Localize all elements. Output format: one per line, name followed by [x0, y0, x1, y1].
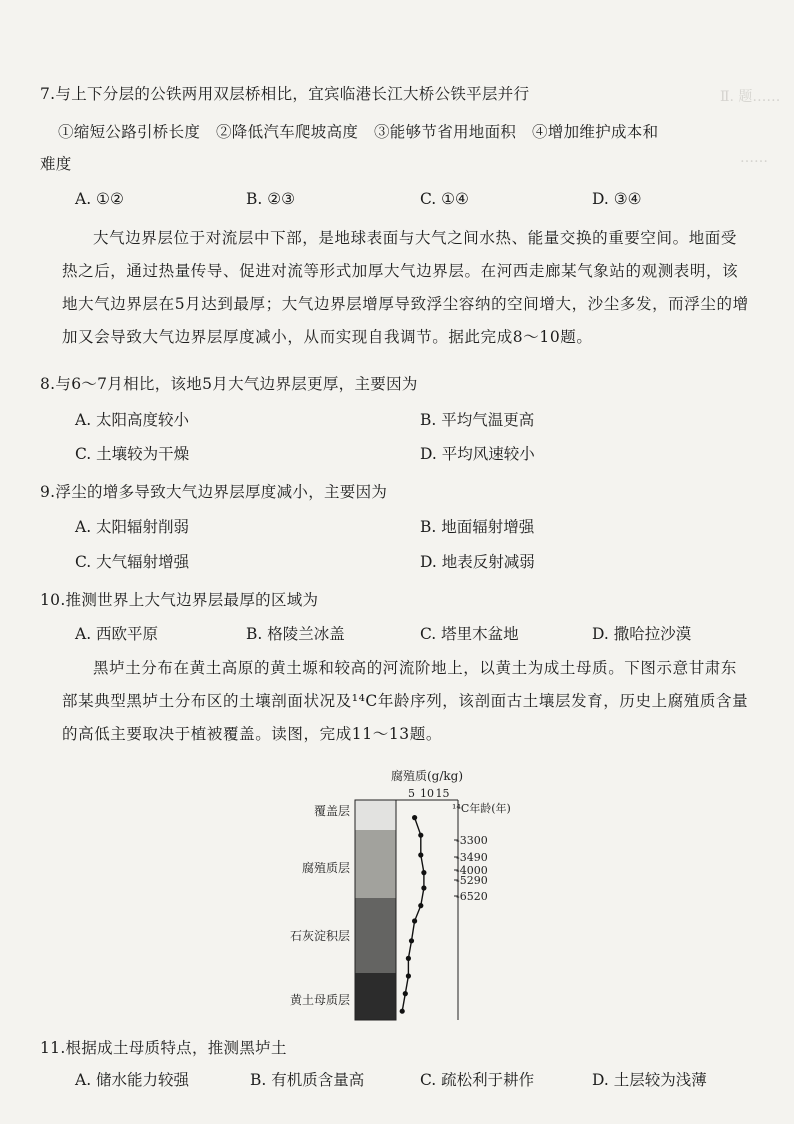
- humus-point-7: [412, 918, 417, 923]
- q9-option-b: B. 地面辐射增强: [420, 518, 535, 536]
- q10-option-d: D. 撒哈拉沙漠: [592, 625, 692, 643]
- soil-layer-1: [355, 800, 396, 830]
- q7-option-b: B. ②③: [246, 190, 296, 208]
- q7-items: ①缩短公路引桥长度 ②降低汽车爬坡高度 ③能够节省用地面积 ④增加维护成本和: [58, 123, 659, 141]
- q11-option-b: B. 有机质含量高: [250, 1071, 365, 1089]
- humus-point-5: [421, 885, 426, 890]
- passage-boundary-layer: 大气边界层位于对流层中下部，是地球表面与大气之间水热、能量交换的重要空间。地面受热之后，通过热量传导、促进对流等形式加厚大气边界层。在河西走廊某气象站的观测表明，该地大气边界层在5月达到最厚；大气边界层增厚导致浮尘容纳的空间增大，沙尘多发，而浮尘的增加又会导致大气边界层厚度减小，从而实现自我调节。据此完成8～10题。: [62, 229, 749, 346]
- q11-stem: 11.根据成土母质特点，推测黑垆土: [40, 1039, 287, 1057]
- humus-point-10: [406, 973, 411, 978]
- q7-stem: 7.与上下分层的公铁两用双层桥相比，宜宾临港长江大桥公铁平层并行: [40, 85, 530, 103]
- layer-label-3: 石灰淀积层: [289, 929, 350, 943]
- soil-layer-2: [355, 830, 396, 898]
- q8-option-a: A. 太阳高度较小: [75, 411, 190, 429]
- humus-point-8: [409, 938, 414, 943]
- humus-point-1: [412, 815, 417, 820]
- bleed-through-mark: ……: [740, 150, 768, 166]
- q7-option-c: C. ①④: [420, 190, 469, 208]
- layer-label-4: 黄土母质层: [289, 993, 350, 1007]
- passage-heilu-soil: 黑垆土分布在黄土高原的黄土塬和较高的河流阶地上，以黄土为成土母质。下图示意甘肃东部某典型黑垆土分布区的土壤剖面状况及¹⁴C年龄序列，该剖面古土壤层发育，历史上腐殖质含量的高低主要取决于植被覆盖。读图，完成11～13题。: [62, 659, 749, 743]
- q8-option-c: C. 土壤较为干燥: [75, 445, 190, 463]
- q8-stem: 8.与6～7月相比，该地5月大气边界层更厚，主要因为: [40, 375, 418, 393]
- humus-point-9: [406, 956, 411, 961]
- q10-option-b: B. 格陵兰冰盖: [246, 625, 345, 643]
- soil-layer-3: [355, 898, 396, 973]
- q9-option-d: D. 地表反射减弱: [420, 553, 535, 571]
- age-label-2: -3490: [456, 851, 488, 864]
- q8-option-d: D. 平均风速较小: [420, 445, 535, 463]
- humus-point-11: [403, 991, 408, 996]
- humus-point-3: [418, 852, 423, 857]
- q10-option-a: A. 西欧平原: [75, 625, 159, 643]
- q9-option-a: A. 太阳辐射削弱: [75, 518, 190, 536]
- c14-age-label: ¹⁴C年龄(年): [452, 802, 511, 815]
- humus-axis-label: 腐殖质(g/kg): [390, 769, 464, 783]
- soil-layer-4: [355, 973, 396, 1020]
- age-label-3: -4000: [456, 864, 488, 877]
- humus-point-6: [418, 903, 423, 908]
- age-label-1: -3300: [456, 834, 488, 847]
- humus-tick-15: 15: [435, 787, 450, 800]
- humus-tick-5: 5: [408, 787, 415, 800]
- humus-point-4: [421, 870, 426, 875]
- q11-option-d: D. 土层较为浅薄: [592, 1071, 707, 1089]
- age-label-5: -6520: [456, 890, 488, 903]
- q10-stem: 10.推测世界上大气边界层最厚的区域为: [40, 591, 319, 609]
- layer-label-1: 覆盖层: [313, 804, 350, 818]
- q11-option-a: A. 储水能力较强: [75, 1071, 190, 1089]
- q8-option-b: B. 平均气温更高: [420, 411, 535, 429]
- q9-option-c: C. 大气辐射增强: [75, 553, 190, 571]
- layer-label-2: 腐殖质层: [301, 861, 350, 875]
- q7-option-a: A. ①②: [75, 190, 124, 208]
- humus-profile-line: [402, 818, 424, 1012]
- humus-point-2: [418, 833, 423, 838]
- q9-stem: 9.浮尘的增多导致大气边界层厚度减小，主要因为: [40, 483, 388, 501]
- humus-tick-10: 10: [420, 787, 434, 800]
- bleed-through-mark: Ⅱ. 题……: [720, 89, 781, 105]
- q7-items-cont: 难度: [40, 155, 72, 173]
- q7-option-d: D. ③④: [592, 190, 642, 208]
- age-label-4: -5290: [456, 874, 488, 887]
- q10-option-c: C. 塔里木盆地: [420, 625, 519, 643]
- humus-point-12: [400, 1009, 405, 1014]
- q11-option-c: C. 疏松利于耕作: [420, 1071, 535, 1089]
